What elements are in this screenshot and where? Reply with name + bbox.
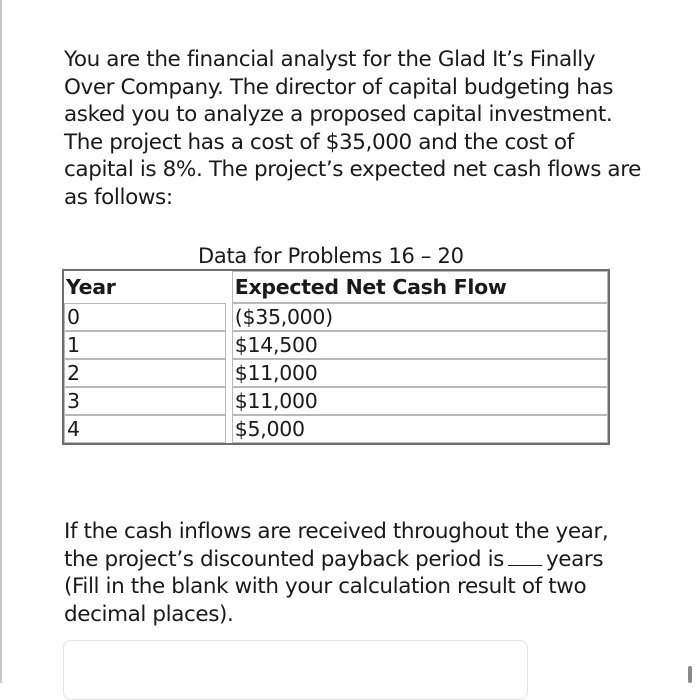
flow-cell: $11,000: [232, 387, 608, 415]
table-header-row: [64, 271, 608, 303]
table-row: [64, 303, 608, 331]
question-line: [64, 546, 674, 574]
flow-cell: ($35,000): [232, 303, 608, 331]
flow-cell: $5,000: [232, 415, 608, 443]
header-flow: Expected Net Cash Flow: [232, 271, 608, 303]
question-line: decimal places).: [64, 601, 234, 627]
header-year: Year: [66, 275, 116, 299]
table-row: [64, 415, 608, 443]
answer-input[interactable]: [63, 640, 528, 700]
year-cell: 4: [64, 415, 226, 443]
table-caption: Data for Problems 16 – 20: [198, 244, 464, 268]
intro-line: The project has a cost of $35,000 and the cost of: [64, 129, 574, 155]
intro-line: You are the financial analyst for the Glad It’s Finally: [64, 47, 596, 72]
table-row: [64, 359, 608, 387]
year-cell: 0: [64, 303, 226, 331]
intro-line: asked you to analyze a proposed capital investment.: [64, 102, 613, 128]
question-before-blank: the project’s discounted payback period is: [64, 546, 504, 572]
table-row: [64, 387, 608, 415]
flow-cell: $11,000: [232, 359, 608, 387]
year-cell: 1: [64, 331, 226, 359]
intro-line: as follows:: [64, 184, 173, 210]
question-text: [64, 518, 674, 628]
scroll-indicator[interactable]: [688, 666, 692, 683]
cash-flow-table: [62, 269, 610, 445]
intro-line: Over Company. The director of capital budgeting has: [64, 74, 614, 100]
question-after-blank: years: [545, 546, 604, 572]
question-line: If the cash inflows are received throughout the year,: [64, 519, 609, 544]
flow-cell: $14,500: [232, 331, 608, 359]
answer-blank: [508, 547, 542, 566]
problem-intro: [64, 46, 674, 212]
year-cell: 3: [64, 387, 226, 415]
table-row: [64, 331, 608, 359]
intro-line: capital is 8%. The project’s expected net cash flows are: [64, 157, 641, 183]
left-border: [0, 0, 2, 683]
year-cell: 2: [64, 359, 226, 387]
question-line: (Fill in the blank with your calculation result of two: [64, 574, 587, 600]
